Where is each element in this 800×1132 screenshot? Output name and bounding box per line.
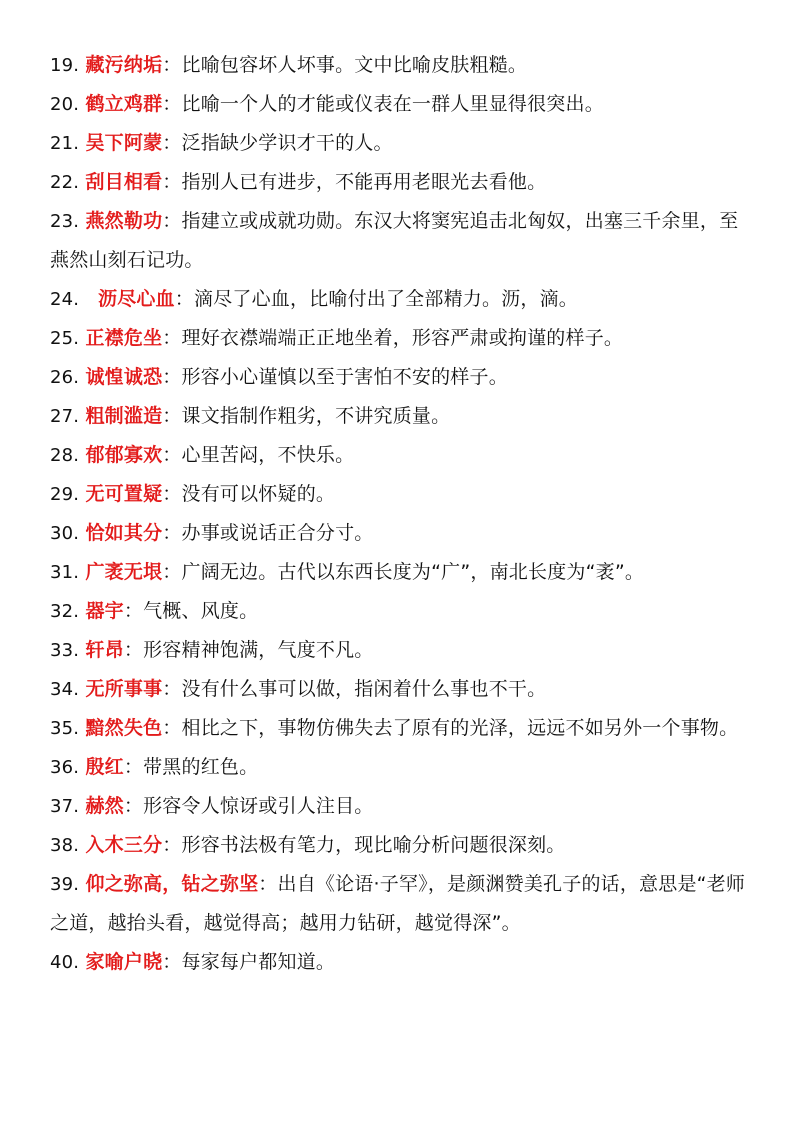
entry-number: 35.: [50, 718, 80, 739]
idiom-entry-21: [50, 124, 754, 163]
colon: ：: [162, 951, 182, 973]
idiom-entry-37: [50, 787, 754, 826]
idiom-definition: 泛指缺少学识才干的人。: [181, 132, 393, 154]
colon: ：: [123, 639, 144, 661]
idiom-term: 燕然勒功: [85, 210, 163, 232]
idiom-term: 广袤无垠: [85, 561, 163, 583]
idiom-term: 诚惶诚恐: [85, 366, 163, 388]
idiom-definition: 气概、风度。: [143, 600, 259, 622]
idiom-entry-22: [50, 163, 754, 202]
idiom-term: 藏污纳垢: [85, 54, 163, 76]
idiom-entry-26: [50, 358, 754, 397]
entry-number: 40.: [50, 952, 80, 973]
colon: ：: [123, 600, 144, 622]
entry-number: 22.: [50, 172, 80, 193]
idiom-definition: 形容小心谨慎以至于害怕不安的样子。: [181, 366, 508, 388]
idiom-definition: 滴尽了心血，比喻付出了全部精力。沥，滴。: [193, 288, 578, 310]
idiom-entry-39: [50, 865, 754, 943]
idiom-entry-36: [50, 748, 754, 787]
idiom-definition: 出自《论语·子罕》，是颜渊赞美孔子的话，意思是“老师之道，越抬头看，越觉得高；越用力钻研，越觉得深”。: [50, 873, 746, 934]
entry-number: 39.: [50, 874, 80, 895]
colon: ：: [162, 54, 182, 76]
idiom-entry-24: [50, 280, 754, 319]
colon: ：: [162, 405, 182, 427]
idiom-entry-19: [50, 46, 754, 85]
entry-number: 19.: [50, 55, 80, 76]
idiom-term: 郁郁寡欢: [85, 444, 163, 466]
idiom-definition: 比喻包容坏人坏事。文中比喻皮肤粗糙。: [181, 54, 528, 76]
idiom-term: 黯然失色: [85, 717, 163, 739]
entry-number: 33.: [50, 640, 80, 661]
entry-number: 31.: [50, 562, 80, 583]
colon: ：: [174, 288, 194, 310]
idiom-entry-33: [50, 631, 754, 670]
idiom-entry-27: [50, 397, 754, 436]
entry-number: 30.: [50, 523, 80, 544]
colon: ：: [258, 873, 278, 895]
entry-number: 38.: [50, 835, 80, 856]
entry-number: 27.: [50, 406, 80, 427]
idiom-term: 轩昂: [85, 639, 124, 661]
idiom-definition: 形容书法极有笔力，现比喻分析问题很深刻。: [181, 834, 566, 856]
idiom-entry-25: [50, 319, 754, 358]
entry-number: 29.: [50, 484, 80, 505]
colon: ：: [162, 678, 182, 700]
colon: ：: [162, 444, 182, 466]
idiom-term: 正襟危坐: [85, 327, 163, 349]
colon: ：: [162, 717, 182, 739]
colon: ：: [123, 795, 144, 817]
colon: ：: [162, 561, 182, 583]
colon: ：: [162, 210, 182, 232]
entry-number: 34.: [50, 679, 80, 700]
idiom-entry-20: [50, 85, 754, 124]
idiom-entry-30: [50, 514, 754, 553]
idiom-entry-34: [50, 670, 754, 709]
entry-number: 32.: [50, 601, 80, 622]
idiom-entry-31: [50, 553, 754, 592]
idiom-definition: 每家每户都知道。: [181, 951, 336, 973]
colon: ：: [162, 483, 182, 505]
idiom-term: 仰之弥高，钻之弥坚: [85, 873, 259, 895]
entry-number: 28.: [50, 445, 80, 466]
entry-number: 25.: [50, 328, 80, 349]
colon: ：: [162, 93, 182, 115]
colon: ：: [162, 171, 182, 193]
idiom-definition: 没有可以怀疑的。: [181, 483, 336, 505]
idiom-term: 无可置疑: [85, 483, 163, 505]
idiom-definition: 没有什么事可以做，指闲着什么事也不干。: [181, 678, 547, 700]
idiom-entry-35: [50, 709, 754, 748]
entry-number: 26.: [50, 367, 80, 388]
idiom-term: 鹤立鸡群: [85, 93, 163, 115]
idiom-entry-38: [50, 826, 754, 865]
idiom-definition: 比喻一个人的才能或仪表在一群人里显得很突出。: [181, 93, 604, 115]
idiom-entry-32: [50, 592, 754, 631]
colon: ：: [162, 522, 182, 544]
entry-number: 24.: [50, 289, 80, 310]
idiom-term: 恰如其分: [85, 522, 163, 544]
idiom-definition: 理好衣襟端端正正地坐着，形容严肃或拘谨的样子。: [181, 327, 624, 349]
idiom-term: 粗制滥造: [85, 405, 163, 427]
idiom-definition: 指建立或成就功勋。东汉大将窦宪追击北匈奴，出塞三千余里，至燕然山刻石记功。: [50, 210, 739, 271]
idiom-entry-28: [50, 436, 754, 475]
idiom-definition: 广阔无边。古代以东西长度为“广”，南北长度为“袤”。: [181, 561, 645, 583]
colon: ：: [162, 327, 182, 349]
entry-number: 20.: [50, 94, 80, 115]
idiom-definition: 带黑的红色。: [143, 756, 259, 778]
entry-number: 21.: [50, 133, 80, 154]
idiom-definition: 心里苦闷，不快乐。: [181, 444, 355, 466]
idiom-definition: 相比之下，事物仿佛失去了原有的光泽，远远不如另外一个事物。: [181, 717, 739, 739]
idiom-definition: 课文指制作粗劣，不讲究质量。: [181, 405, 451, 427]
entry-number: 36.: [50, 757, 80, 778]
entry-number: 37.: [50, 796, 80, 817]
colon: ：: [162, 366, 182, 388]
idiom-term: 无所事事: [85, 678, 163, 700]
colon: ：: [162, 132, 182, 154]
idiom-term: 吴下阿蒙: [85, 132, 163, 154]
colon: ：: [162, 834, 182, 856]
idiom-term: 殷红: [85, 756, 124, 778]
idiom-term: 家喻户晓: [85, 951, 163, 973]
idiom-term: 赫然: [85, 795, 124, 817]
idiom-definition: 形容令人惊讶或引人注目。: [143, 795, 374, 817]
idiom-term: 刮目相看: [85, 171, 163, 193]
idiom-definition: 形容精神饱满，气度不凡。: [143, 639, 374, 661]
idiom-entry-29: [50, 475, 754, 514]
idiom-definition: 指别人已有进步，不能再用老眼光去看他。: [181, 171, 547, 193]
idiom-term: 入木三分: [85, 834, 163, 856]
idiom-entry-23: [50, 202, 754, 280]
idiom-entry-40: [50, 943, 754, 982]
idiom-term: 器宇: [85, 600, 124, 622]
idiom-definition: 办事或说话正合分寸。: [181, 522, 374, 544]
idiom-term: 沥尽心血: [97, 288, 175, 310]
entry-number: 23.: [50, 211, 80, 232]
colon: ：: [123, 756, 144, 778]
